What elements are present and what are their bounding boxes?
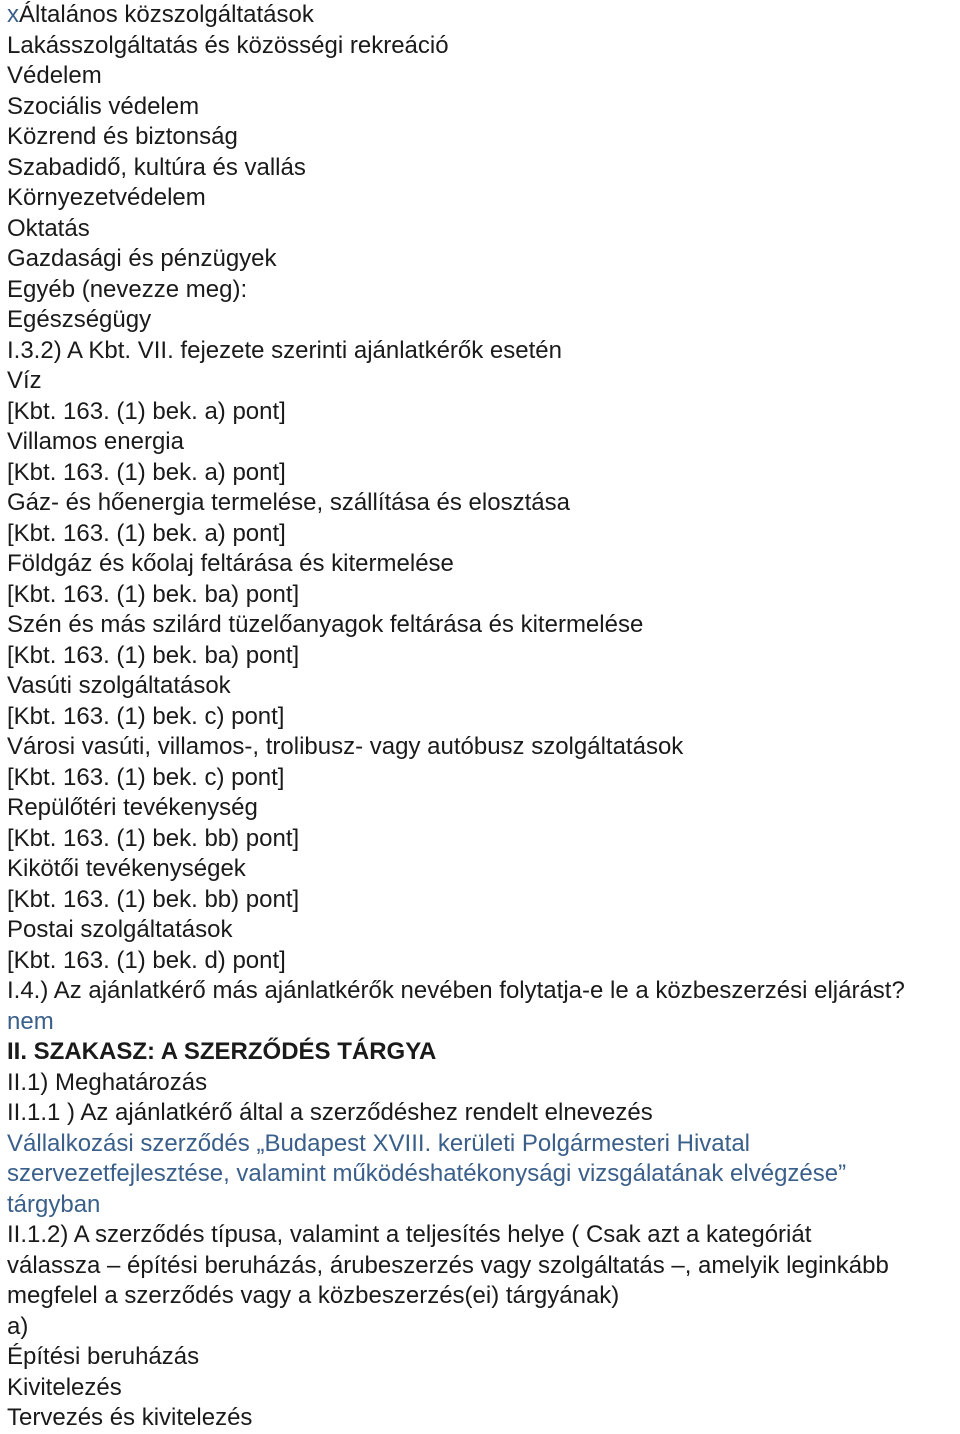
document-line [7,732,957,763]
line-text: Tervezés és kivitelezés [7,1404,253,1431]
document-line [7,31,957,62]
line-text: [Kbt. 163. (1) bek. a) pont] [7,397,286,425]
document-line [7,976,957,1007]
line-text: Lakásszolgáltatás és közösségi rekreáció [7,31,449,59]
line-text: Földgáz és kőolaj feltárása és kitermelése [7,550,454,577]
document-line [7,885,957,916]
document-line [7,519,957,550]
document-line [7,488,957,519]
document-line [7,1220,957,1251]
document-line [7,458,957,489]
line-text: nem [7,1007,54,1035]
document-line [7,641,957,672]
document-line [7,153,957,184]
line-text: szervezetfejlesztése, valamint működéshatékonysági vizsgálatának elvégzése” [7,1160,847,1187]
line-text: Szabadidő, kultúra és vallás [7,153,306,181]
line-text: Kivitelezés [7,1373,122,1401]
document-line [7,793,957,824]
line-text: tárgyban [7,1190,101,1218]
document-line [7,275,957,306]
document-line [7,1098,957,1129]
line-text: [Kbt. 163. (1) bek. d) pont] [7,946,286,974]
line-text: Építési beruházás [7,1343,200,1370]
document-line [7,427,957,458]
line-text: Víz [7,367,42,394]
line-text: Postai szolgáltatások [7,916,233,943]
document-line [7,366,957,397]
document-line [7,1068,957,1099]
document-line [7,183,957,214]
document-line [7,214,957,245]
line-text: Városi vasúti, villamos-, trolibusz- vagy autóbusz szolgáltatások [7,733,684,760]
line-text: II.1) Meghatározás [7,1068,208,1096]
document-line [7,854,957,885]
document-line [7,0,957,31]
line-text: Környezetvédelem [7,184,206,211]
line-text: I.4.) Az ajánlatkérő más ajánlatkérők nevében folytatja-e le a közbeszerzési eljárást? [7,977,905,1004]
document-line [7,915,957,946]
line-text: Szén és más szilárd tüzelőanyagok feltárása és kitermelése [7,611,644,638]
line-text: Kikötői tevékenységek [7,855,246,882]
document-line [7,580,957,611]
line-text: Gáz- és hőenergia termelése, szállítása és elosztása [7,489,570,516]
line-text: [Kbt. 163. (1) bek. a) pont] [7,458,286,486]
document-line [7,671,957,702]
document-line [7,92,957,123]
line-text: [Kbt. 163. (1) bek. c) pont] [7,763,285,791]
document-line [7,397,957,428]
document-line [7,1190,957,1221]
line-text: Vállalkozási szerződés „Budapest XVIII. kerületi Polgármesteri Hivatal [7,1129,750,1157]
document-line [7,1342,957,1373]
document-line [7,1007,957,1038]
document-line [7,1403,957,1434]
line-text: Oktatás [7,214,90,242]
line-text: I.3.2) A Kbt. VII. fejezete szerinti ajánlatkérők esetén [7,336,562,364]
document-line [7,1129,957,1160]
document-line [7,549,957,580]
line-text: Általános közszolgáltatások [19,1,314,28]
document-line [7,946,957,977]
line-text: [Kbt. 163. (1) bek. ba) pont] [7,580,300,608]
document-line [7,1159,957,1190]
document-line [7,61,957,92]
line-text: Egyéb (nevezze meg): [7,275,248,303]
line-text: [Kbt. 163. (1) bek. c) pont] [7,702,285,730]
document-line [7,1312,957,1343]
document-line [7,824,957,855]
document-line [7,763,957,794]
document-line [7,1037,957,1068]
line-text: II.1.2) A szerződés típusa, valamint a teljesítés helye ( Csak azt a kategóriát [7,1221,812,1248]
line-text: megfelel a szerződés vagy a közbeszerzés(ei) tárgyának) [7,1282,620,1309]
line-text: Szociális védelem [7,92,200,120]
line-text: [Kbt. 163. (1) bek. a) pont] [7,519,286,547]
line-text: Védelem [7,62,102,89]
line-text: II. SZAKASZ: A SZERZŐDÉS TÁRGYA [7,1038,437,1065]
document-line [7,336,957,367]
line-text: [Kbt. 163. (1) bek. ba) pont] [7,641,300,669]
line-text: válassza – építési beruházás, árubeszerzés vagy szolgáltatás –, amelyik leginkább [7,1251,889,1279]
line-text: Repülőtéri tevékenység [7,794,258,821]
line-text: Egészségügy [7,306,152,333]
document-line [7,1251,957,1282]
line-text: a) [7,1312,29,1340]
document-line [7,1373,957,1404]
line-text: Gazdasági és pénzügyek [7,245,277,272]
line-text: [Kbt. 163. (1) bek. bb) pont] [7,824,300,852]
line-text: II.1.1 ) Az ajánlatkérő által a szerződéshez rendelt elnevezés [7,1099,653,1126]
line-text: Villamos energia [7,428,184,455]
line-text: Közrend és biztonság [7,123,238,150]
document-line [7,1281,957,1312]
document-body [7,0,957,1434]
document-line [7,610,957,641]
document-line [7,122,957,153]
line-text: [Kbt. 163. (1) bek. bb) pont] [7,885,300,913]
line-text: Vasúti szolgáltatások [7,672,231,699]
document-line [7,702,957,733]
document-line [7,244,957,275]
selection-mark: x [7,1,19,28]
document-line [7,305,957,336]
